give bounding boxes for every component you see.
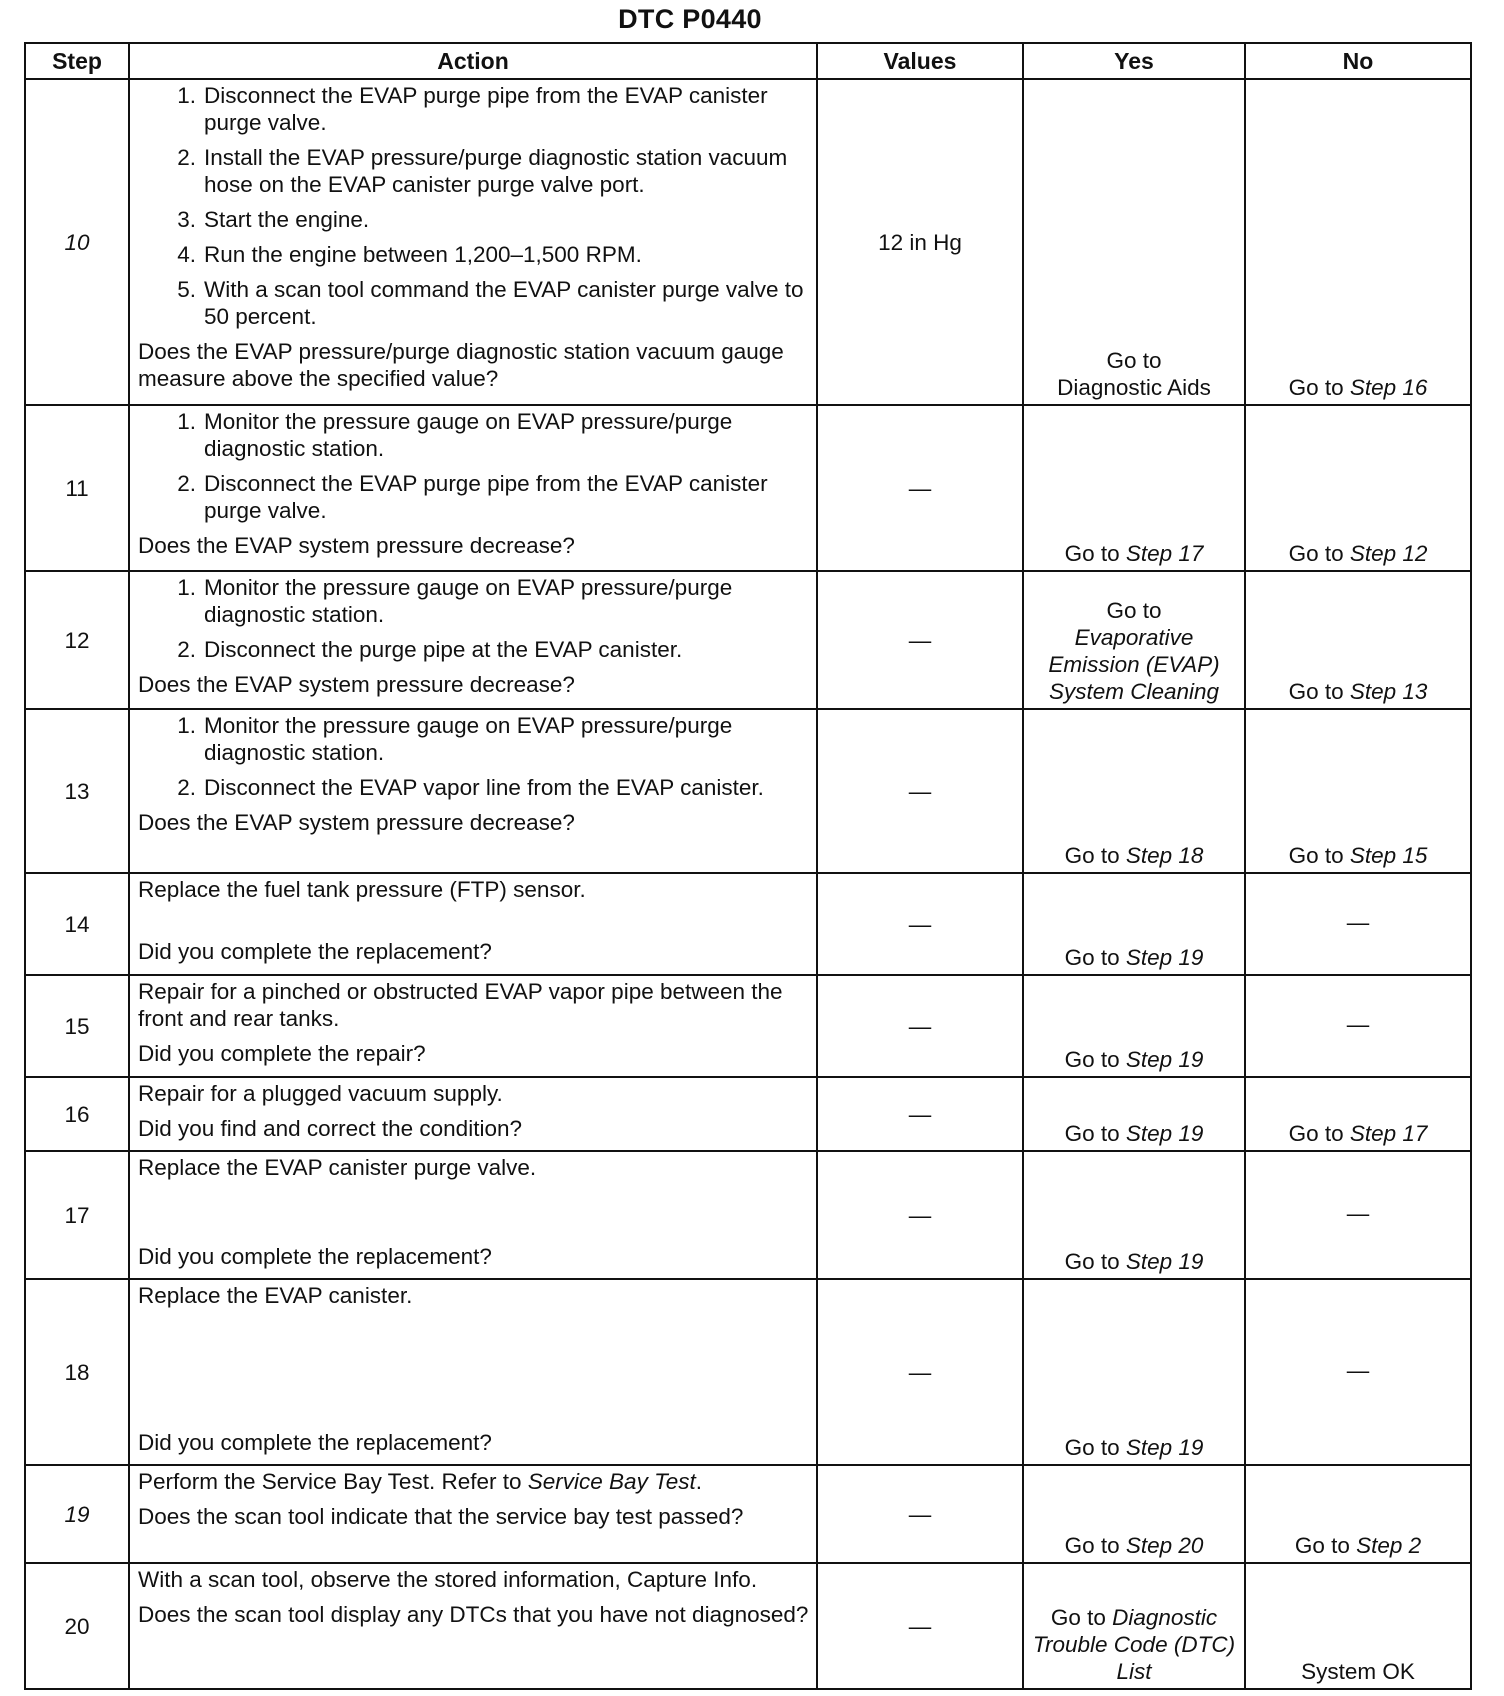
table-row (25, 405, 1471, 571)
value-cell: — (817, 709, 1023, 873)
step-number: 10 (25, 79, 129, 405)
item-text: With a scan tool command the EVAP canister purge valve to 50 percent. (204, 277, 804, 329)
yes-cell (1023, 571, 1245, 709)
yes-goto: Go to (1064, 1047, 1120, 1072)
item-text: Monitor the pressure gauge on EVAP pressure/purge diagnostic station. (204, 713, 733, 765)
no-target: Step 16 (1349, 375, 1428, 400)
column-header-values: Values (817, 43, 1023, 79)
yes-cell (1023, 709, 1245, 873)
step-number: 16 (25, 1077, 129, 1151)
column-header-action: Action (129, 43, 817, 79)
item-number: 1. (177, 575, 196, 600)
no-cell: System OK (1245, 1563, 1471, 1689)
no-goto: Go to (1288, 843, 1344, 868)
no-cell (1245, 709, 1471, 873)
value-cell: — (817, 1151, 1023, 1279)
yes-cell (1023, 1279, 1245, 1465)
action-question: Did you complete the replacement? (138, 1430, 492, 1455)
yes-target: Step 19 (1125, 1435, 1204, 1460)
action-line (138, 1468, 810, 1495)
yes-target: Step 18 (1125, 843, 1204, 868)
no-target: Step 12 (1349, 541, 1428, 566)
yes-cell (1023, 873, 1245, 975)
no-cell: — (1245, 1151, 1471, 1279)
no-goto: Go to (1288, 375, 1344, 400)
no-target: Step 2 (1356, 1533, 1422, 1558)
action-item (138, 574, 810, 628)
header-row (25, 43, 1471, 79)
action-question: Does the scan tool indicate that the service bay test passed? (138, 1504, 744, 1529)
no-target: Step 15 (1349, 843, 1428, 868)
item-text: Monitor the pressure gauge on EVAP pressure/purge diagnostic station. (204, 575, 733, 627)
yes-cell (1023, 1563, 1245, 1689)
action-question: Does the EVAP system pressure decrease? (138, 810, 575, 835)
step-number: 14 (25, 873, 129, 975)
yes-goto: Go to (1064, 1533, 1120, 1558)
yes-target: Step 19 (1125, 945, 1204, 970)
step-number: 13 (25, 709, 129, 873)
no-goto: Go to (1294, 1533, 1350, 1558)
item-text: Disconnect the EVAP purge pipe from the EVAP canister purge valve. (204, 83, 768, 135)
yes-cell (1023, 1077, 1245, 1151)
table-row (25, 1151, 1471, 1279)
column-header-step: Step (25, 43, 129, 79)
action-item (138, 82, 810, 136)
action-cell (129, 1465, 817, 1563)
table-row (25, 79, 1471, 405)
yes-goto: Go to (1064, 1435, 1120, 1460)
yes-target: Diagnostic Aids (1057, 375, 1211, 400)
yes-cell (1023, 1465, 1245, 1563)
no-cell (1245, 1465, 1471, 1563)
table-row (25, 873, 1471, 975)
reference-title: Service Bay Test (527, 1469, 696, 1494)
action-question: Did you find and correct the condition? (138, 1116, 522, 1141)
action-cell (129, 1279, 817, 1465)
yes-goto: Go to (1106, 348, 1162, 373)
yes-goto: Go to (1064, 541, 1120, 566)
action-question: Did you complete the replacement? (138, 1244, 492, 1269)
table-row (25, 1563, 1471, 1689)
item-number: 2. (177, 775, 196, 800)
item-number: 1. (177, 83, 196, 108)
yes-cell (1023, 975, 1245, 1077)
item-number: 2. (177, 145, 196, 170)
action-cell (129, 1563, 817, 1689)
table-row (25, 571, 1471, 709)
item-number: 4. (177, 242, 196, 267)
no-cell (1245, 405, 1471, 571)
action-cell (129, 709, 817, 873)
action-question: Does the EVAP system pressure decrease? (138, 533, 575, 558)
action-cell (129, 405, 817, 571)
step-number: 17 (25, 1151, 129, 1279)
value-cell: — (817, 1563, 1023, 1689)
column-header-no: No (1245, 43, 1471, 79)
step-number: 18 (25, 1279, 129, 1465)
action-question: Does the scan tool display any DTCs that you have not diagnosed? (138, 1602, 809, 1627)
value-cell: 12 in Hg (817, 79, 1023, 405)
no-goto: Go to (1288, 541, 1344, 566)
no-target: Step 17 (1349, 1121, 1428, 1146)
action-cell (129, 571, 817, 709)
item-text: Monitor the pressure gauge on EVAP pressure/purge diagnostic station. (204, 409, 733, 461)
action-item (138, 470, 810, 524)
action-line-text: Perform the Service Bay Test. Refer to (138, 1469, 522, 1494)
yes-target: Diagnostic Trouble Code (DTC) List (1032, 1605, 1236, 1684)
yes-cell (1023, 405, 1245, 571)
action-question: Did you complete the replacement? (138, 939, 492, 964)
no-cell (1245, 79, 1471, 405)
action-line: Replace the fuel tank pressure (FTP) sensor. (138, 877, 586, 902)
value-cell: — (817, 405, 1023, 571)
action-item (138, 636, 810, 663)
action-cell (129, 1151, 817, 1279)
value-cell: — (817, 975, 1023, 1077)
action-item (138, 206, 810, 233)
yes-goto: Go to (1064, 843, 1120, 868)
yes-goto: Go to (1106, 598, 1162, 623)
yes-goto: Go to (1050, 1605, 1106, 1630)
yes-target: Step 19 (1125, 1121, 1204, 1146)
no-cell (1245, 1077, 1471, 1151)
action-question: Does the EVAP pressure/purge diagnostic station vacuum gauge measure above the specified value? (138, 339, 784, 391)
value-cell: — (817, 873, 1023, 975)
action-item (138, 241, 810, 268)
yes-cell (1023, 79, 1245, 405)
item-number: 2. (177, 471, 196, 496)
item-text: Install the EVAP pressure/purge diagnostic station vacuum hose on the EVAP canister purge valve port. (204, 145, 788, 197)
action-line: Repair for a pinched or obstructed EVAP vapor pipe between the front and rear tanks. (138, 979, 783, 1031)
value-cell: — (817, 1465, 1023, 1563)
no-cell (1245, 571, 1471, 709)
step-number: 19 (25, 1465, 129, 1563)
action-line: With a scan tool, observe the stored information, Capture Info. (138, 1567, 758, 1592)
yes-target: Evaporative Emission (EVAP) System Cleaning (1048, 625, 1220, 704)
action-question: Does the EVAP system pressure decrease? (138, 672, 575, 697)
item-number: 2. (177, 637, 196, 662)
item-text: Start the engine. (204, 207, 370, 232)
no-goto: Go to (1288, 679, 1344, 704)
yes-target: Step 19 (1125, 1249, 1204, 1274)
diagnostic-table (24, 42, 1472, 1690)
yes-goto: Go to (1064, 945, 1120, 970)
action-item (138, 408, 810, 462)
yes-target: Step 19 (1125, 1047, 1204, 1072)
action-item (138, 712, 810, 766)
value-cell: — (817, 1279, 1023, 1465)
value-cell: — (817, 571, 1023, 709)
action-line: Repair for a plugged vacuum supply. (138, 1081, 503, 1106)
table-row (25, 1465, 1471, 1563)
step-number: 11 (25, 405, 129, 571)
item-number: 1. (177, 409, 196, 434)
yes-goto: Go to (1064, 1121, 1120, 1146)
item-number: 1. (177, 713, 196, 738)
action-line: Replace the EVAP canister purge valve. (138, 1155, 537, 1180)
action-question: Did you complete the repair? (138, 1041, 426, 1066)
item-number: 5. (177, 277, 196, 302)
item-text: Disconnect the purge pipe at the EVAP canister. (204, 637, 683, 662)
no-cell: — (1245, 975, 1471, 1077)
action-cell (129, 873, 817, 975)
action-cell (129, 1077, 817, 1151)
action-item (138, 144, 810, 198)
step-number: 15 (25, 975, 129, 1077)
step-number: 12 (25, 571, 129, 709)
item-text: Disconnect the EVAP vapor line from the EVAP canister. (204, 775, 764, 800)
table-row (25, 975, 1471, 1077)
item-text: Disconnect the EVAP purge pipe from the EVAP canister purge valve. (204, 471, 768, 523)
table-row (25, 709, 1471, 873)
yes-goto: Go to (1064, 1249, 1120, 1274)
action-line-end: . (695, 1469, 703, 1494)
action-line: Replace the EVAP canister. (138, 1283, 413, 1308)
no-cell: — (1245, 873, 1471, 975)
item-text: Run the engine between 1,200–1,500 RPM. (204, 242, 642, 267)
page-title: DTC P0440 (618, 4, 762, 34)
action-item (138, 774, 810, 801)
no-cell: — (1245, 1279, 1471, 1465)
value-cell: — (817, 1077, 1023, 1151)
table-row (25, 1077, 1471, 1151)
yes-target: Step 17 (1125, 541, 1204, 566)
no-goto: Go to (1288, 1121, 1344, 1146)
yes-cell (1023, 1151, 1245, 1279)
step-number: 20 (25, 1563, 129, 1689)
no-target: Step 13 (1349, 679, 1428, 704)
action-cell (129, 975, 817, 1077)
item-number: 3. (177, 207, 196, 232)
action-item (138, 276, 810, 330)
action-cell (129, 79, 817, 405)
table-row (25, 1279, 1471, 1465)
yes-target: Step 20 (1125, 1533, 1204, 1558)
column-header-yes: Yes (1023, 43, 1245, 79)
